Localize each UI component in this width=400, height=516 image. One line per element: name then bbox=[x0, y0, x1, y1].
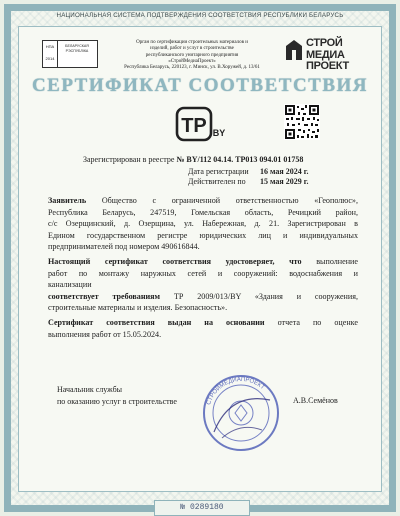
applicant-line-1 bbox=[48, 195, 358, 207]
logo-line-2: МЕДИА ПРОЕКТ bbox=[306, 49, 349, 72]
position-line-2: по оказанию услуг в строительстве bbox=[57, 396, 177, 406]
applicant-text: Общество с ограниченной ответственностью «Геополюс», bbox=[101, 196, 359, 205]
national-system-banner: НАЦИОНАЛЬНАЯ СИСТЕМА ПОДТВЕРЖДЕНИЯ СООТВЕТСТВИЯ РЕСПУБЛИКИ БЕЛАРУСЬ bbox=[56, 12, 344, 19]
certifies-label: Настоящий сертификат соответствия удостоверяет, что bbox=[48, 256, 302, 266]
mark-subtext: BY bbox=[212, 128, 225, 138]
emblem-right-text: БЕЛАРУСКАЯ РЭСПУБЛІКА bbox=[65, 44, 89, 53]
registry-number: № BY/112 04.14. TP013 094.01 01758 bbox=[176, 155, 304, 164]
organ-line: республиканского унитарного предприятия bbox=[145, 52, 239, 58]
certifies-line-1 bbox=[48, 256, 358, 268]
applicant-label: Заявитель bbox=[48, 196, 87, 205]
valid-until-value: 15 мая 2029 г. bbox=[260, 177, 309, 186]
applicant-line-4: Едином государственном регистре юридических лиц и индивидуальных bbox=[48, 230, 358, 240]
registration-date-value: 16 мая 2024 г. bbox=[260, 167, 309, 176]
seal-text: СТРОЙМЕДИАПРОЕКТ bbox=[206, 376, 266, 406]
applicant-line-2: Республика Беларусь, 247519, Гомельская область, Речицкий район, bbox=[48, 207, 358, 217]
stroymediaproekt-logo bbox=[286, 36, 366, 72]
conforms-text: ТР 2009/013/BY «Здания и сооружения, bbox=[173, 291, 358, 301]
emblem-code: НПА bbox=[45, 44, 55, 49]
registration-date-label: Дата регистрации bbox=[188, 167, 249, 176]
conforms-label: соответствует требованиям bbox=[48, 291, 161, 301]
dates-block bbox=[188, 167, 308, 187]
logo-line-1: СТРОЙ bbox=[306, 37, 343, 49]
valid-until-row bbox=[188, 177, 308, 187]
signatory-position bbox=[57, 384, 177, 407]
organ-line: Орган по сертификации строительных материалов и bbox=[136, 40, 248, 45]
organ-line: изделий, работ и услуг в строительстве bbox=[150, 46, 234, 52]
certification-body-info bbox=[104, 40, 280, 71]
organ-line: Республика Беларусь, 220123, г. Минск, ул. В.Хоружей, д. 13/61 bbox=[124, 65, 260, 71]
emblem-left-cell bbox=[43, 41, 58, 67]
qr-code-icon bbox=[284, 104, 320, 140]
tr-by-conformity-mark-icon bbox=[175, 106, 225, 142]
certifies-text: выполнение bbox=[316, 256, 358, 266]
state-emblem-box bbox=[42, 40, 98, 68]
certificate-body bbox=[48, 195, 358, 340]
official-seal-icon bbox=[200, 372, 282, 454]
emblem-year: 2014 bbox=[45, 56, 55, 61]
valid-until-label: Действителен по bbox=[188, 177, 246, 186]
issued-line-1 bbox=[48, 317, 358, 329]
applicant-line-5: предпринимателей под номером 490616844. bbox=[48, 242, 200, 252]
issued-label: Сертификат соответствия выдан на основании bbox=[48, 317, 265, 327]
certifies-line-2: работ по монтажу наружных сетей и сооружений: водоснабжения и bbox=[48, 268, 358, 278]
registry-line bbox=[83, 155, 303, 164]
certifies-line-3: канализации bbox=[48, 280, 92, 290]
organ-line: «СтройМедиаПроект» bbox=[168, 58, 216, 64]
serial-number: № 0289180 bbox=[154, 500, 250, 516]
issued-text: отчета по оценке bbox=[277, 317, 358, 327]
certificate-title: СЕРТИФИКАТ СООТВЕТСТВИЯ bbox=[31, 75, 369, 96]
issued-line-2: выполнения работ от 15.05.2024. bbox=[48, 329, 162, 339]
conforms-line-1 bbox=[48, 291, 358, 303]
logo-mark-icon bbox=[286, 40, 302, 60]
signatory-name: А.В.Семёнов bbox=[293, 396, 338, 405]
registry-label: Зарегистрирован в реестре bbox=[83, 155, 175, 164]
mark-text: TP bbox=[181, 115, 207, 137]
registration-date-row bbox=[188, 167, 308, 177]
applicant-line-3: с/с Озерщинский, д. Озерщина, ул. Набережная, д. 21. Зарегистрирован в bbox=[48, 219, 358, 229]
conforms-line-2: строительные материалы и изделия. Безопасность». bbox=[48, 303, 228, 313]
position-line-1: Начальник службы bbox=[57, 385, 123, 394]
